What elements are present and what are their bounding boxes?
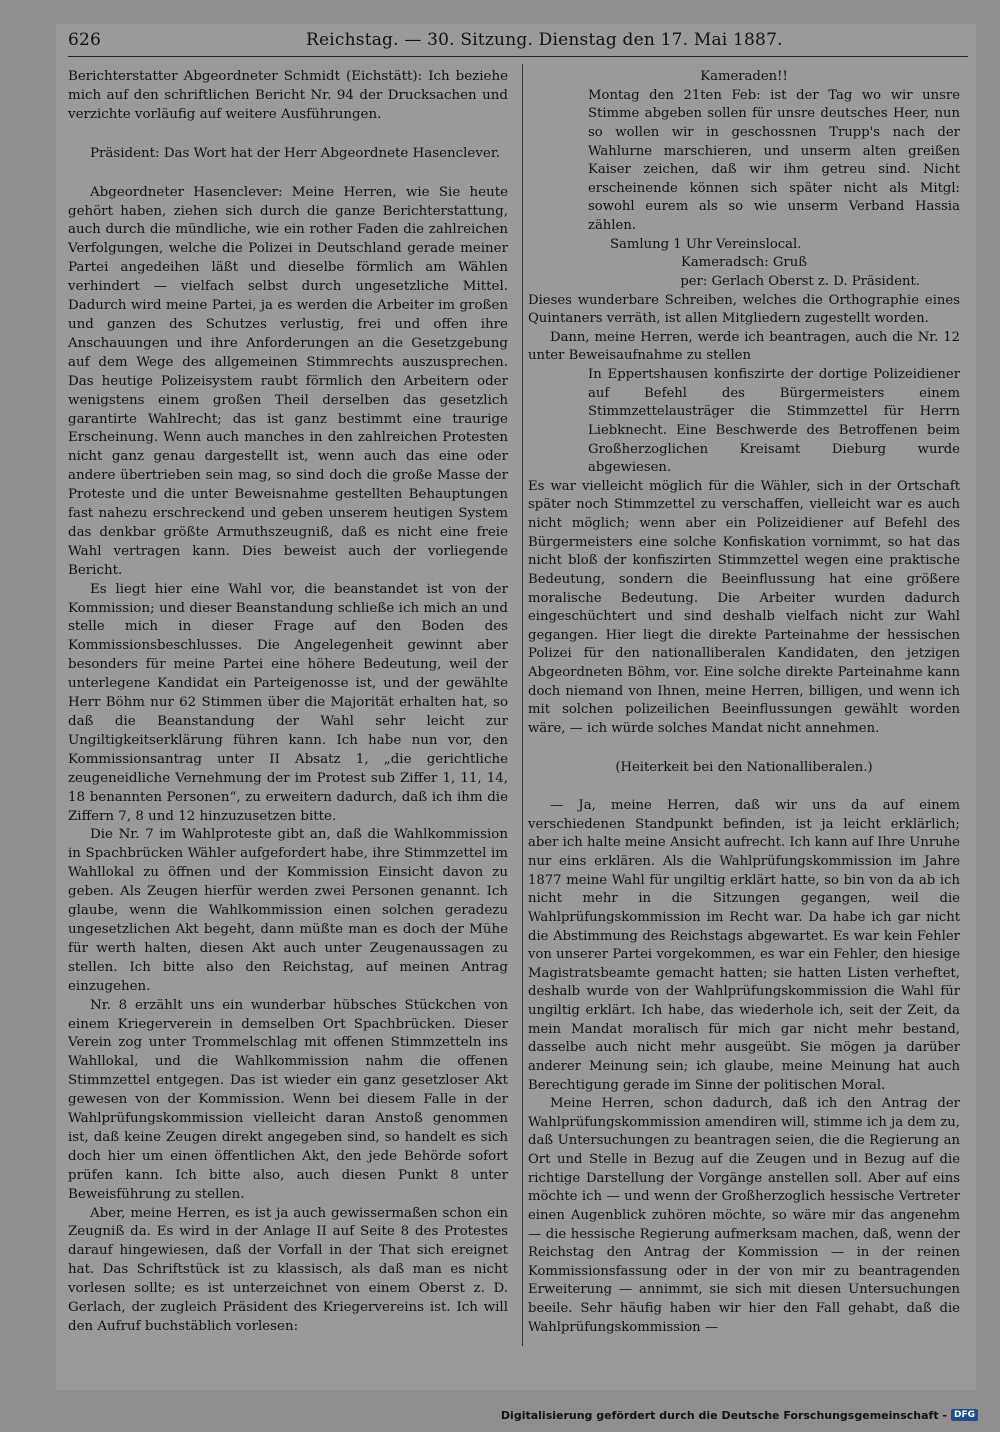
running-header [68,30,968,54]
running-title: Reichstag. — 30. Sitzung. Dienstag den 17. Mai 1887. [306,30,783,50]
paragraph: Dieses wunderbare Schreiben, welches die Orthographie eines Quintaners verräth, ist allen Mitgliedern zugestellt worden. [528,292,960,327]
paragraph: Kameraden!! [700,69,788,84]
paragraph: (Heiterkeit bei den Nationalliberalen.) [615,759,873,775]
paragraph: Aber, meine Herren, es ist ja auch gewissermaßen schon ein Zeugniß da. Es wird in der Anlage II auf Seite 8 des Protestes darauf hingewiesen, daß der Vorfall in der That sich ereignet hat. Das Schriftstück ist zu klassisch, als daß man es nicht vorlesen sollte; es ist unterzeichnet von einem Oberst z. D. Gerlach, der zugleich Präsident des Kriegervereins ist. Ich will den Aufruf buchstäblich vorlesen: [68,1205,508,1334]
paragraph: Abgeordneter Hasenclever: Meine Herren, wie Sie heute gehört haben, ziehen sich durch die ganze Berichterstattung, auch durch die mündliche, wie ein rother Faden die zahlreichen Verfolgungen, welche die Polizei in Deutschland gerade meiner Partei angedeihen läßt und dieselbe förmlich am Wählen verhindert — vielfach selbst durch ungesetzliche Mittel. Dadurch wird meine Partei, ja es werden die Arbeiter im großen und ganzen des Schutzes verlustig, frei und offen ihre Anschauungen und ihre Anforderungen an die Gesetzgebung auf dem Wege des allgemeinen Stimmrechts auszusprechen. Das heutige Polizeisystem raubt förmlich den Arbeitern oder wenigstens einem großen Theil derselben das gesetzlich garantirte Wahlrecht; das ist ganz bestimmt eine traurige Erscheinung. Wenn auch manches in den zahlreichen Protesten nicht ganz genau dargestellt ist, wenn auch das eine oder andere übertrieben sein mag, so sind doch die große Masse der Proteste und die unter Beweisnahme gestellten Behauptungen fast nahezu erschreckend und geben unserem heutigen System das denkbar größte Armuthszeugniß, daß es nicht eine freie Wahl vertragen kann. Dies beweist auch der vorliegende Bericht. [68,184,508,578]
dfg-logo: DFG [951,1409,978,1421]
right-column [528,68,960,1337]
paragraph: Kameradsch: Gruß [680,255,808,271]
left-column [68,68,508,1337]
paragraph: Samlung 1 Uhr Vereinslocal. [610,236,802,252]
footer [501,1406,978,1424]
paragraph: Es war vielleicht möglich für die Wähler, sich in der Ortschaft später noch Stimmzettel zu verschaffen, vielleicht war es auch nicht möglich; wenn aber ein Polizeidiener auf Befehl des Bürgermeisters eine solche Konfiskation vornimmt, so hat das nicht bloß der konfiszirten Stimmzettel wegen eine praktische Bedeutung, sondern die Beeinflussung hat eine größere moralische Bedeutung. Die Arbeiter wurden dadurch eingeschüchtert und sind deshalb vielfach nicht zur Wahl gegangen. Hier liegt die direkte Parteinahme der hessischen Polizei für den nationalliberalen Kandidaten, den jetzigen Abgeordneten Böhm, vor. Eine solche direkte Parteinahme kann doch niemand von Ihnen, meine Herren, billigen, und wenn ich mit solchen polizeilichen Beeinflussungen gewählt worden wäre, — ich würde solches Mandat nicht annehmen. [528,478,960,736]
paragraph: Meine Herren, schon dadurch, daß ich den Antrag der Wahlprüfungskommission amendiren will, stimme ich ja dem zu, daß Untersuchungen zu beantragen seien, die die Regierung an Ort und Stelle in Bezug auf die Zeugen und in Bezug auf die richtige Darstellung der Vorgänge anstellen soll. Aber auf eins möchte ich — und wenn der Großherzoglich hessische Vertreter einen Augenblick zuhören möchte, so wäre mir das angenehm — die hessische Regierung aufmerksam machen, daß, wenn der Reichstag den Antrag der Kommission — in der reinen Kommissionsfassung oder in der von mir zu beantragenden Erweiterung — annimmt, sie sich mit diesen Untersuchungen beeile. Sehr häufig haben wir hier den Fall gehabt, daß die Wahlprüfungskommission — [528,1096,960,1335]
paragraph: Nr. 8 erzählt uns ein wunderbar hübsches Stückchen von einem Kriegerverein in demselben Ort Spachbrücken. Dieser Verein zog unter Trommelschlag mit offenen Stimmzetteln ins Wahllokal, und die Wahlkommission nahm die offenen Stimmzettel entgegen. Das ist wieder ein ganz gesetzloser Akt gewesen von der Kommission. Wenn bei diesem Falle in der Wahlprüfungskommission vielleicht daran Anstoß genommen ist, daß keine Zeugen direkt angegeben sind, so handelt es sich doch hier um einen öffentlichen Akt, den jede Behörde sofort prüfen kann. Ich bitte also, auch diesen Punkt 8 unter Beweisführung zu stellen. [68,997,508,1202]
paragraph: Dann, meine Herren, werde ich beantragen, auch die Nr. 12 unter Beweisaufnahme zu stellen [528,329,960,364]
paragraph: — Ja, meine Herren, daß wir uns da auf einem verschiedenen Standpunkt befinden, ist ja leicht erklärlich; aber ich halte meine Ansicht aufrecht. Ich kann auf Ihre Unruhe nur eins erklären. Als die Wahlprüfungskommission im Jahre 1877 meine Wahl für ungiltig erklärt hatte, so bin von da ab ich nicht mehr in die Sitzungen gegangen, weil die Wahlprüfungskommission im Recht war. Da habe ich gar nicht die Abstimmung des Reichstags abgewartet. Es war kein Fehler von unserer Partei vorgekommen, es war ein Fehler, den hiesige Magistratsbeamte gemacht hatten; sie hatten Listen verheftet, deshalb wurde von der Wahlprüfungskommission die Wahl für ungiltig erklärt. Ich habe, das wiederhole ich, seit der Zeit, da mein Mandat moralisch für mich gar nicht mehr bestand, dasselbe auch nicht mehr ausgeübt. Sie mögen ja darüber anderer Meinung sein; ich glaube, meine Meinung hat auch Berechtigung gerade im Sinne der politischen Moral. [528,798,960,1093]
page-number: 626 [68,30,102,50]
paragraph: In Eppertshausen konfiszirte der dortige Polizeidiener auf Befehl des Bürgermeisters einem Stimmzettelausträger die Stimmzettel für Herrn Liebknecht. Eine Beschwerde des Betroffenen beim Großherzoglichen Kreisamt Dieburg wurde abgewiesen. [588,367,960,476]
header-rule [68,56,968,57]
paragraph: Es liegt hier eine Wahl vor, die beanstandet ist von der Kommission; und dieser Beanstandung schließe ich mich an und stelle mich in dieser Frage auf den Boden des Kommissionsbeschlusses. Die Angelegenheit gewinnt aber besonders für meine Partei eine höhere Bedeutung, weil der unterlegene Kandidat ein Parteigenosse ist, und der gewählte Herr Böhm nur 62 Stimmen über die Majorität erhalten hat, so daß die Beanstandung der Wahl sehr leicht zur Ungiltigkeitserklärung führen kann. Ich habe nun vor, den Kommissionsantrag unter II Absatz 1, „die gerichtliche zeugeneidliche Vernehmung der im Protest sub Ziffer 1, 11, 14, 18 benannten Personen“, zu erweitern dadurch, daß ich ihm die Ziffern 7, 8 und 12 hinzuzusetzen bitte. [68,581,508,824]
paragraph: Die Nr. 7 im Wahlproteste gibt an, daß die Wahlkommission in Spachbrücken Wähler aufgefordert habe, ihre Stimmzettel im Wahllokal zu öffnen und der Kommission Einsicht davon zu geben. Als Zeugen hierfür werden zwei Personen genannt. Ich glaube, wenn die Wahlkommission einen solchen geradezu ungesetzlichen Akt begeht, dann müßte man es doch der Mühe für werth halten, diesen Akt auch unter Zeugenaussagen zu stellen. Ich bitte also den Reichstag, auf meinen Antrag einzugehen. [68,827,508,994]
paragraph: per: Gerlach Oberst z. D. Präsident. [680,273,920,289]
column-divider [522,64,523,1346]
footer-credit: Digitalisierung gefördert durch die Deutsche Forschungsgemeinschaft - [500,1408,947,1422]
paragraph: Präsident: Das Wort hat der Herr Abgeordnete Hasenclever. [90,145,501,161]
paragraph: Berichterstatter Abgeordneter Schmidt (Eichstätt): Ich beziehe mich auf den schriftlichen Bericht Nr. 94 der Drucksachen und verzichte vorläufig auf weitere Ausführungen. [68,69,508,122]
paragraph: Montag den 21ten Feb: ist der Tag wo wir unsre Stimme abgeben sollen für unsre deutsches Heer, nun so wollen wir in geschossnen Trupp's nach der Wahlurne marschieren, und unserm alten greißen Kaiser zeichen, daß wir ihm getreu sind. Nicht erscheinende können sich später nicht als Mitgl: sowohl eurem als so wie unserm Verband Hassia zählen. [588,87,960,233]
